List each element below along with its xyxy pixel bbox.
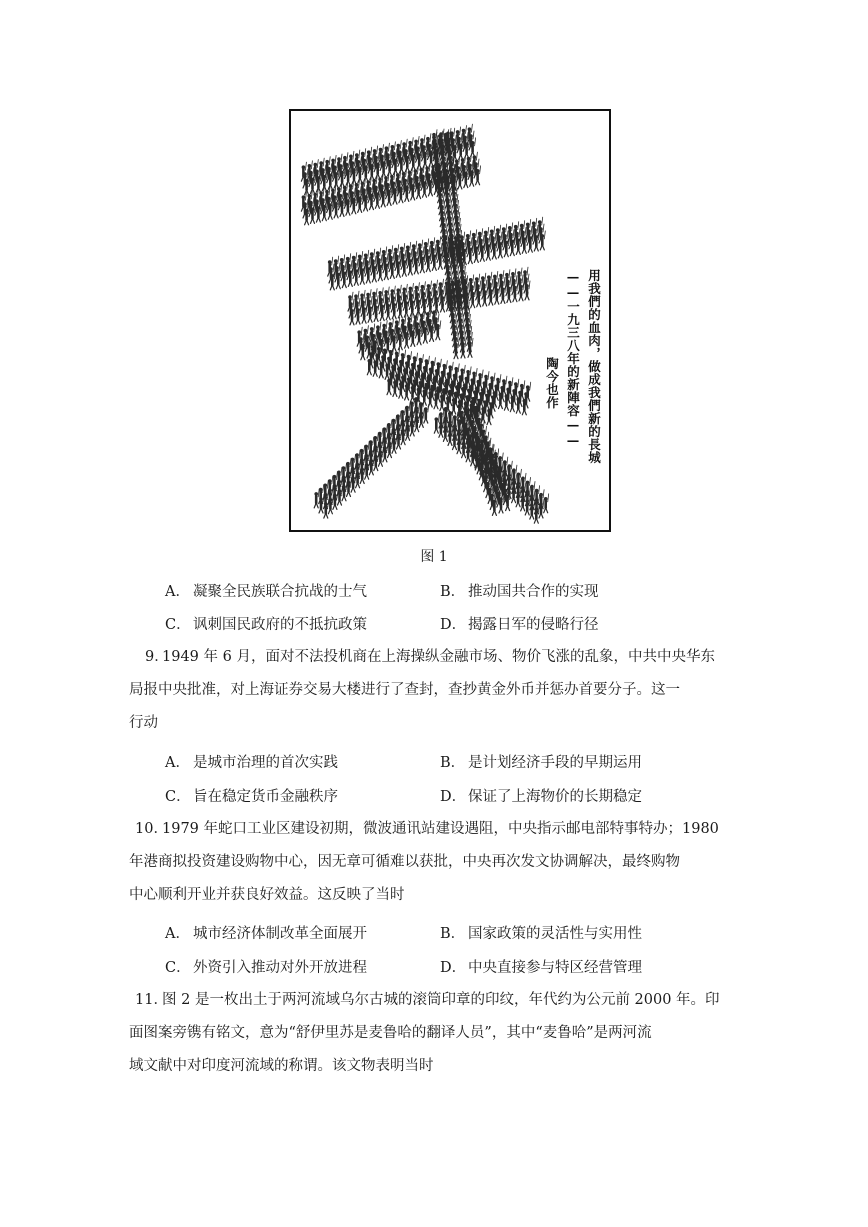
q11-stem-line-2: 面图案旁镌有铭文，意为“舒伊里苏是麦鲁哈的翻译人员”，其中“麦鲁哈”是两河流 <box>129 1025 652 1041</box>
soldier-figure <box>424 404 429 423</box>
q10-option-c[interactable]: C． 外资引入推动对外开放进程 <box>165 960 367 976</box>
q9-option-b[interactable]: B． 是计划经济手段的早期运用 <box>440 755 642 771</box>
poster-subtitle: ——一九三八年的新陣容—— <box>565 269 581 448</box>
q10-number: 10． <box>135 821 168 837</box>
q11-stem-line-3: 域文献中对印度河流域的称谓。该文物表明当时 <box>129 1058 434 1074</box>
q9-stem-line-3: 行动 <box>129 715 158 731</box>
q10-option-a[interactable]: A． 城市经济体制改革全面展开 <box>165 926 367 942</box>
q8-option-c[interactable]: C． 讽刺国民政府的不抵抗政策 <box>165 617 367 633</box>
poster-figure <box>289 109 611 532</box>
figure-caption: 图 1 <box>420 549 448 565</box>
soldier-figure <box>434 390 439 409</box>
soldiers-formation-illustration <box>291 111 609 530</box>
q9-option-a[interactable]: A． 是城市治理的首次实践 <box>165 755 338 771</box>
q9-stem-line-2: 局报中央批准，对上海证券交易大楼进行了查封，查抄黄金外币并惩办首要分子。这一 <box>129 682 680 698</box>
q8-option-d[interactable]: D． 揭露日军的侵略行径 <box>440 617 599 633</box>
q9-number: 9． <box>145 649 169 665</box>
q10-stem-line-1: 1979 年蛇口工业区建设初期，微波通讯站建设遇阻，中央指示邮电部特事特办；1980 <box>162 821 719 837</box>
q9-option-c[interactable]: C． 旨在稳定货币金融秩序 <box>165 789 338 805</box>
poster-slogan: 用我們的血肉，做成我們新的長城 <box>586 269 602 464</box>
q9-option-d[interactable]: D． 保证了上海物价的长期稳定 <box>440 789 642 805</box>
q10-option-b[interactable]: B． 国家政策的灵活性与实用性 <box>440 926 642 942</box>
q10-stem-line-2: 年港商拟投资建设购物中心，因无章可循难以获批，中央再次发文协调解决，最终购物 <box>129 854 680 870</box>
poster-author: 陶今也作 <box>544 357 560 409</box>
soldier-figure <box>434 414 439 433</box>
q9-stem-line-1: 1949 年 6 月，面对不法投机商在上海操纵金融市场、物价飞涨的乱象，中共中央华东 <box>162 649 715 665</box>
q8-option-a[interactable]: A． 凝聚全民族联合抗战的士气 <box>165 584 367 600</box>
q11-stem-line-1: 图 2 是一枚出土于两河流域乌尔古城的滚筒印章的印纹，年代约为公元前 2000 年。印 <box>162 992 720 1008</box>
soldier-figure <box>544 494 549 513</box>
q8-option-b[interactable]: B． 推动国共合作的实现 <box>440 584 599 600</box>
q10-stem-line-3: 中心顺利开业并获良好效益。这反映了当时 <box>129 887 405 903</box>
q10-option-d[interactable]: D． 中央直接参与特区经营管理 <box>440 960 642 976</box>
q11-number: 11． <box>135 992 168 1008</box>
soldier-figure <box>314 489 319 508</box>
